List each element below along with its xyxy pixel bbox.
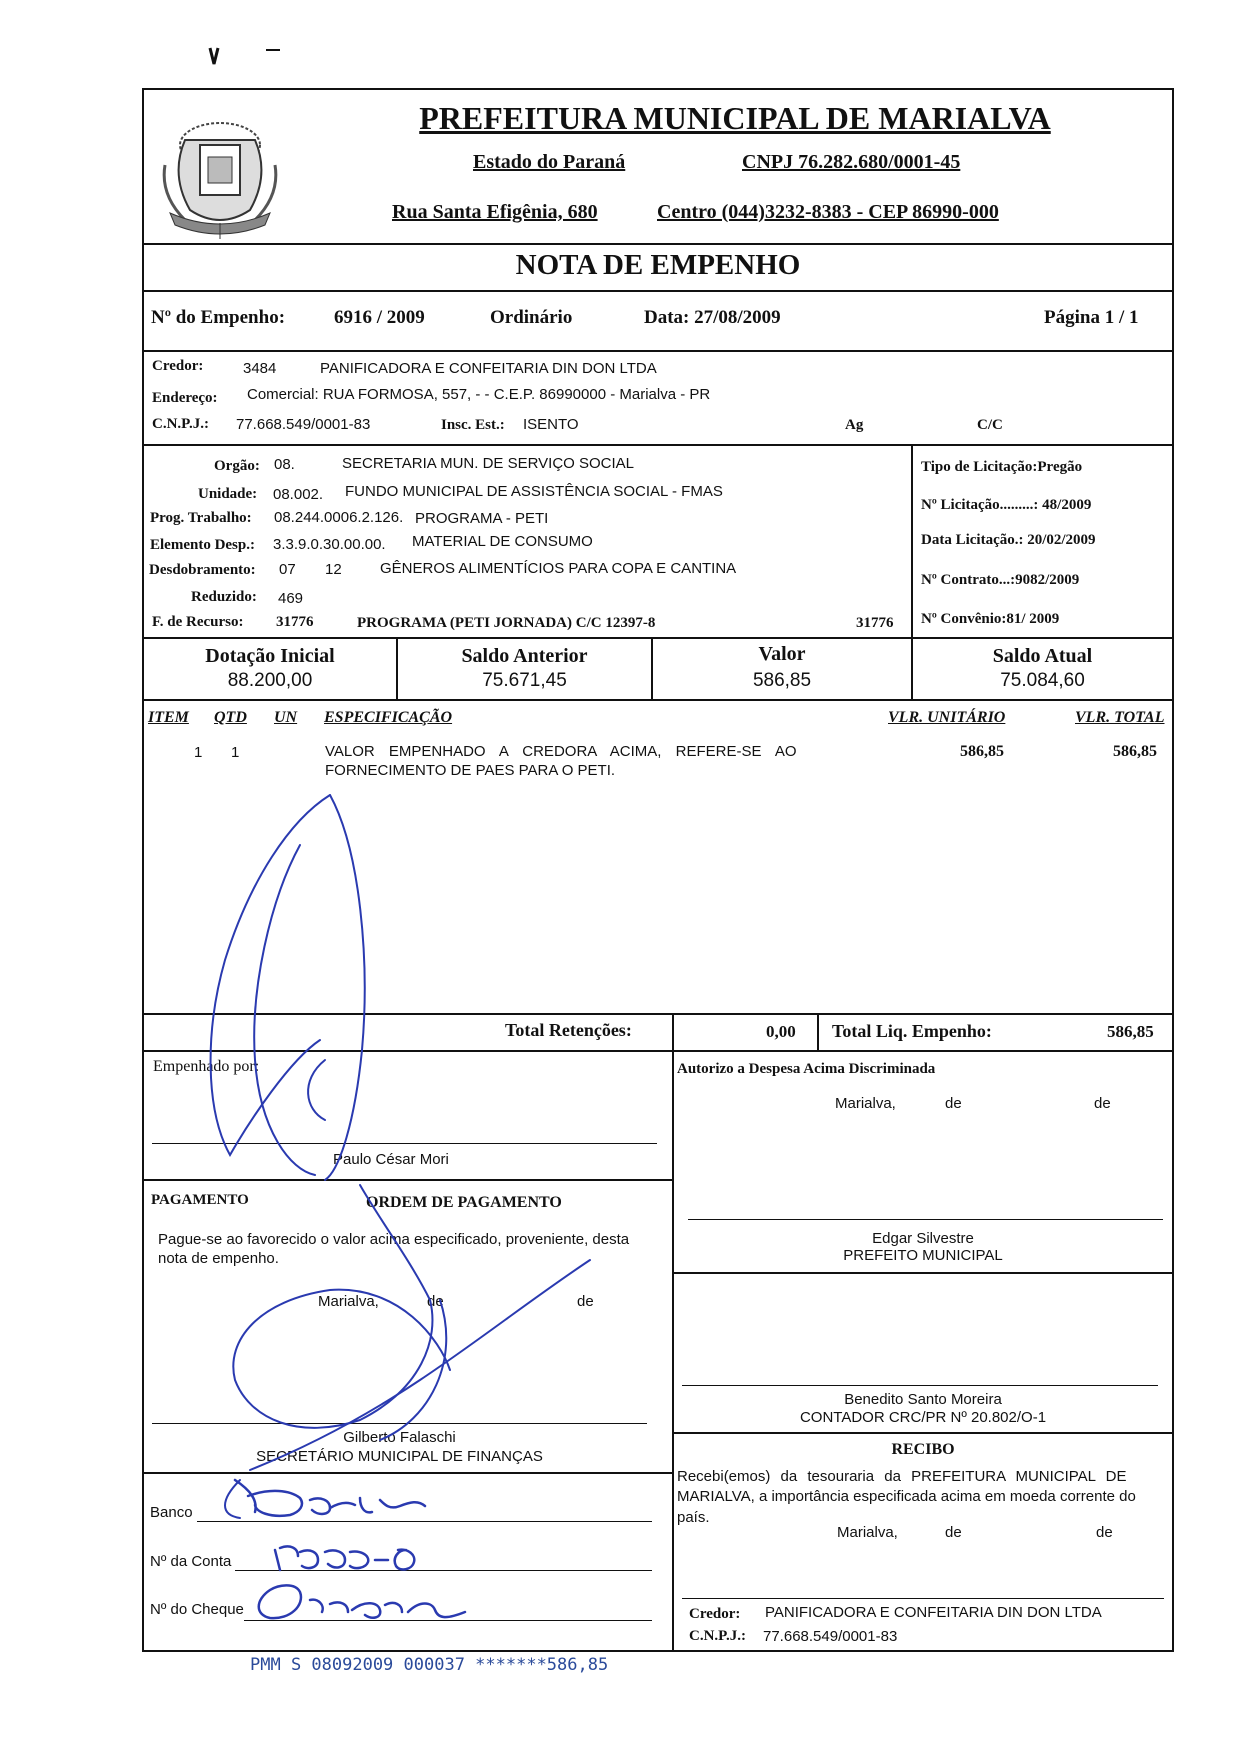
col-un: UN bbox=[274, 709, 298, 726]
recurso-name: PROGRAMA (PETI JORNADA) C/C 12397-8 bbox=[357, 615, 656, 631]
contador-name: Benedito Santo Moreira bbox=[844, 1391, 1002, 1408]
recibo-credor-label: Credor: bbox=[689, 1606, 741, 1622]
recibo-title: RECIBO bbox=[891, 1441, 955, 1458]
prog-name: PROGRAMA - PETI bbox=[415, 510, 549, 527]
address-label: Endereço: bbox=[152, 390, 218, 406]
pagamento-city: Marialva, bbox=[318, 1293, 379, 1310]
credor-name: PANIFICADORA E CONFEITARIA DIN DON LTDA bbox=[320, 360, 657, 377]
elem-name: MATERIAL DE CONSUMO bbox=[412, 533, 593, 550]
recibo-text3: país. bbox=[677, 1509, 710, 1526]
ordem-label: ORDEM DE PAGAMENTO bbox=[366, 1194, 562, 1211]
recurso-code2: 31776 bbox=[856, 615, 894, 631]
liq-label: Total Liq. Empenho: bbox=[832, 1021, 992, 1041]
licitacao-data: Data Licitação.: 20/02/2009 bbox=[921, 532, 1096, 548]
banco-label: Banco bbox=[150, 1504, 193, 1521]
desd-name: GÊNEROS ALIMENTÍCIOS PARA COPA E CANTINA bbox=[380, 560, 737, 577]
credor-cnpj: 77.668.549/0001-83 bbox=[236, 416, 371, 433]
credor-label: Credor: bbox=[152, 358, 204, 374]
header-district: Centro (044)3232-8383 - CEP 86990-000 bbox=[657, 201, 999, 223]
unidade-label: Unidade: bbox=[198, 486, 258, 502]
recurso-code: 31776 bbox=[276, 614, 314, 630]
empenhado-name: Paulo César Mori bbox=[333, 1151, 449, 1168]
licitacao-contrato: Nº Contrato...:9082/2009 bbox=[921, 572, 1080, 588]
secretario-title: SECRETÁRIO MUNICIPAL DE FINANÇAS bbox=[256, 1448, 543, 1465]
document-title: NOTA DE EMPENHO bbox=[515, 249, 801, 281]
recibo-de2: de bbox=[1096, 1524, 1113, 1541]
saldo-atual-label: Saldo Atual bbox=[992, 645, 1093, 667]
secretario-name: Gilberto Falaschi bbox=[343, 1429, 456, 1446]
autorizo-de1: de bbox=[945, 1095, 962, 1112]
retencoes-label: Total Retenções: bbox=[505, 1020, 632, 1040]
credor-cnpj-label: C.N.P.J.: bbox=[152, 416, 209, 432]
credor-code: 3484 bbox=[243, 360, 277, 377]
empenho-date: Data: 27/08/2009 bbox=[644, 307, 781, 328]
ie-label: Insc. Est.: bbox=[441, 417, 505, 433]
pagamento-text2: nota de empenho. bbox=[158, 1250, 279, 1267]
saldo-anterior-value: 75.671,45 bbox=[482, 670, 567, 691]
scan-marks bbox=[200, 40, 300, 80]
cc-label: C/C bbox=[977, 417, 1003, 433]
pagamento-text1: Pague-se ao favorecido o valor acima especificado, proveniente, desta bbox=[158, 1231, 630, 1248]
retencoes-value: 0,00 bbox=[766, 1022, 796, 1041]
prog-label: Prog. Trabalho: bbox=[150, 510, 252, 526]
dotacao-inicial-value: 88.200,00 bbox=[227, 670, 313, 691]
unidade-code: 08.002. bbox=[273, 486, 324, 503]
item-spec-line1: VALOR EMPENHADO A CREDORA ACIMA, REFERE-SE AO bbox=[325, 743, 797, 760]
recibo-cnpj-label: C.N.P.J.: bbox=[689, 1628, 746, 1644]
ie-value: ISENTO bbox=[523, 416, 579, 433]
recibo-credor: PANIFICADORA E CONFEITARIA DIN DON LTDA bbox=[765, 1604, 1102, 1621]
col-item: ITEM bbox=[148, 709, 189, 726]
col-total: VLR. TOTAL bbox=[1075, 709, 1165, 726]
col-unit: VLR. UNITÁRIO bbox=[888, 709, 1006, 726]
recibo-text1: Recebi(emos) da tesouraria da PREFEITURA MUNICIPAL DE bbox=[677, 1468, 1127, 1485]
recurso-label: F. de Recurso: bbox=[152, 614, 244, 630]
recibo-cnpj: 77.668.549/0001-83 bbox=[763, 1628, 898, 1645]
empenho-number: 6916 / 2009 bbox=[334, 307, 425, 328]
orgao-label: Orgão: bbox=[214, 458, 260, 474]
col-qtd: QTD bbox=[214, 709, 247, 726]
pagamento-label: PAGAMENTO bbox=[151, 1192, 249, 1208]
prefeito-name: Edgar Silvestre bbox=[872, 1230, 974, 1247]
dotacao-inicial-label: Dotação Inicial bbox=[205, 645, 335, 667]
item-total-value: 586,85 bbox=[1113, 743, 1157, 760]
header-state: Estado do Paraná bbox=[473, 151, 626, 173]
header-address: Rua Santa Efigênia, 680 bbox=[392, 201, 598, 223]
desd-a: 07 bbox=[279, 561, 296, 578]
item-qty: 1 bbox=[231, 744, 240, 761]
reduzido-label: Reduzido: bbox=[191, 589, 257, 605]
saldo-anterior-label: Saldo Anterior bbox=[461, 645, 588, 667]
liq-value: 586,85 bbox=[1107, 1022, 1154, 1041]
payment-stamp: PMM S 08092009 000037 *******586,85 bbox=[250, 1655, 609, 1675]
conta-label: Nº da Conta bbox=[150, 1553, 232, 1570]
licitacao-numero: Nº Licitação.........: 48/2009 bbox=[921, 497, 1092, 513]
contador-title: CONTADOR CRC/PR Nº 20.802/O-1 bbox=[799, 1409, 1047, 1426]
cheque-label: Nº do Cheque bbox=[150, 1601, 244, 1618]
item-spec-line2: FORNECIMENTO DE PAES PARA O PETI. bbox=[325, 762, 616, 779]
item-number: 1 bbox=[194, 744, 203, 761]
ag-label: Ag bbox=[845, 417, 864, 433]
item-unit-value: 586,85 bbox=[960, 743, 1004, 760]
elem-code: 3.3.9.0.30.00.00. bbox=[273, 536, 386, 553]
empenho-page: Página 1 / 1 bbox=[1044, 307, 1139, 328]
credor-address: Comercial: RUA FORMOSA, 557, - - C.E.P. 86990000 - Marialva - PR bbox=[247, 386, 711, 403]
valor-label: Valor bbox=[758, 643, 806, 665]
empenho-label: Nº do Empenho: bbox=[151, 307, 286, 328]
desd-label: Desdobramento: bbox=[149, 562, 256, 578]
recibo-de1: de bbox=[945, 1524, 962, 1541]
valor-value: 586,85 bbox=[752, 670, 812, 691]
unidade-name: FUNDO MUNICIPAL DE ASSISTÊNCIA SOCIAL - FMAS bbox=[345, 483, 723, 500]
autorizo-city: Marialva, bbox=[835, 1095, 896, 1112]
desd-b: 12 bbox=[325, 561, 342, 578]
col-spec: ESPECIFICAÇÃO bbox=[324, 709, 453, 726]
autorizo-de2: de bbox=[1094, 1095, 1111, 1112]
prog-code: 08.244.0006.2.126. bbox=[274, 509, 404, 526]
pagamento-de1: de bbox=[427, 1293, 444, 1310]
orgao-code: 08. bbox=[274, 456, 295, 473]
saldo-atual-value: 75.084,60 bbox=[1000, 670, 1085, 691]
orgao-name: SECRETARIA MUN. DE SERVIÇO SOCIAL bbox=[342, 455, 635, 472]
header-cnpj: CNPJ 76.282.680/0001-45 bbox=[742, 151, 961, 173]
prefeito-title: PREFEITO MUNICIPAL bbox=[843, 1247, 1003, 1264]
empenhado-label: Empenhado por: bbox=[153, 1058, 260, 1075]
reduzido-value: 469 bbox=[278, 590, 304, 607]
recibo-text2: MARIALVA, a importância especificada acima em moeda corrente do bbox=[677, 1488, 1136, 1505]
header-title: PREFEITURA MUNICIPAL DE MARIALVA bbox=[419, 100, 1051, 136]
licitacao-tipo: Tipo de Licitação:Pregão bbox=[921, 459, 1083, 475]
recibo-city: Marialva, bbox=[837, 1524, 898, 1541]
empenho-type: Ordinário bbox=[490, 307, 573, 328]
licitacao-convenio: Nº Convênio:81/ 2009 bbox=[921, 611, 1060, 627]
autorizo-label: Autorizo a Despesa Acima Discriminada bbox=[677, 1061, 936, 1077]
elem-label: Elemento Desp.: bbox=[150, 537, 255, 553]
pagamento-de2: de bbox=[577, 1293, 594, 1310]
